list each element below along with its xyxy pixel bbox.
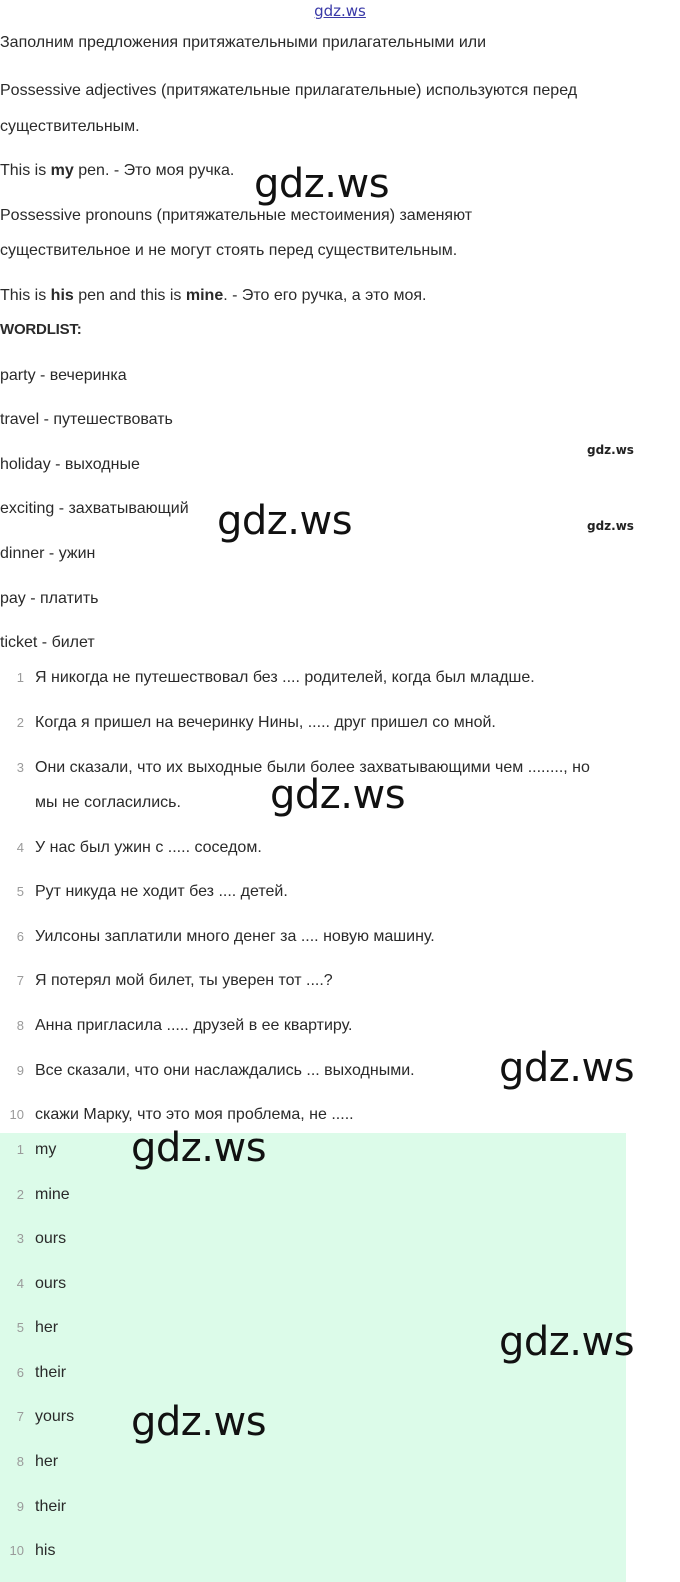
task-number: 9 — [16, 1063, 24, 1078]
task-text: Я потерял мой билет, ты уверен тот ....? — [35, 972, 333, 989]
task-text: Когда я пришел на вечеринку Нины, ..... друг пришел со мной. — [35, 714, 496, 731]
answer-text: her — [35, 1453, 59, 1470]
task-number: 2 — [16, 715, 24, 730]
wordlist-item: exciting - захватывающий — [0, 500, 189, 517]
task-number: 7 — [16, 973, 24, 988]
wordlist-item: holiday - выходные — [0, 456, 140, 473]
answer-text: his — [35, 1542, 56, 1559]
task-text: Рут никуда не ходит без .... детей. — [35, 883, 288, 900]
answer-text: yours — [35, 1408, 75, 1425]
answer-number: 10 — [9, 1543, 24, 1558]
answer-number: 2 — [16, 1187, 24, 1202]
watermark: gdz.ws — [270, 772, 406, 818]
wordlist-item: ticket - билет — [0, 634, 95, 651]
wordlist-item: dinner - ужин — [0, 545, 96, 562]
task-text: скажи Марку, что это моя проблема, не ..... — [35, 1106, 354, 1123]
answer-number: 3 — [16, 1231, 24, 1246]
pronouns-rule-line1: Possessive pronouns (притяжательные местоимения) заменяют — [0, 207, 473, 224]
task-number: 1 — [16, 670, 24, 685]
adjectives-rule-line2: существительным. — [0, 118, 140, 135]
task-intro: Заполним предложения притяжательными прилагательными или — [0, 34, 487, 51]
task-number: 4 — [16, 840, 24, 855]
example-pronoun — [0, 286, 426, 306]
watermark: gdz.ws — [499, 1045, 635, 1091]
answer-text: mine — [35, 1186, 70, 1203]
example-text: This is — [0, 162, 51, 179]
example-adjective — [0, 161, 234, 181]
task-text: мы не согласились. — [35, 794, 181, 811]
answer-text: their — [35, 1364, 67, 1381]
watermark-small: gdz.ws — [587, 519, 634, 533]
wordlist-item: travel - путешествовать — [0, 411, 173, 428]
pronouns-rule-line2: существительное и не могут стоять перед существительным. — [0, 242, 458, 259]
watermark-small: gdz.ws — [587, 443, 634, 457]
task-number: 8 — [16, 1018, 24, 1033]
task-text: Анна пригласила ..... друзей в ее квартиру. — [35, 1017, 353, 1034]
wordlist-item: pay - платить — [0, 590, 99, 607]
answer-number: 1 — [16, 1142, 24, 1157]
example-text: . - Это его ручка, а это моя. — [223, 287, 427, 304]
example-text: pen and this is — [73, 287, 186, 304]
watermark: gdz.ws — [499, 1319, 635, 1365]
answer-text: their — [35, 1498, 67, 1515]
example-text: This is — [0, 287, 51, 304]
answer-number: 6 — [16, 1365, 24, 1380]
answer-number: 7 — [16, 1409, 24, 1424]
task-text: Я никогда не путешествовал без .... родителей, когда был младше. — [35, 669, 535, 686]
watermark: gdz.ws — [217, 498, 353, 544]
task-number: 3 — [16, 760, 24, 775]
answer-number: 8 — [16, 1454, 24, 1469]
watermark: gdz.ws — [131, 1125, 267, 1171]
task-number: 10 — [9, 1107, 24, 1122]
answer-text: my — [35, 1141, 57, 1158]
example-bold-word: mine — [185, 287, 224, 304]
example-bold-word: my — [50, 162, 74, 179]
task-text: Они сказали, что их выходные были более захватывающими чем ........, но — [35, 759, 590, 776]
task-text: Все сказали, что они наслаждались ... выходными. — [35, 1062, 415, 1079]
wordlist-title: WORDLIST: — [0, 321, 82, 338]
answer-number: 5 — [16, 1320, 24, 1335]
example-bold-word: his — [50, 287, 74, 304]
task-number: 6 — [16, 929, 24, 944]
task-text: У нас был ужин с ..... соседом. — [35, 839, 262, 856]
task-text: Уилсоны заплатили много денег за .... новую машину. — [35, 928, 435, 945]
answer-number: 9 — [16, 1499, 24, 1514]
wordlist-item: party - вечеринка — [0, 367, 127, 384]
adjectives-rule-line1: Possessive adjectives (притяжательные прилагательные) используются перед — [0, 82, 578, 99]
answer-text: her — [35, 1319, 59, 1336]
site-link[interactable]: gdz.ws — [314, 2, 366, 20]
example-text: pen. - Это моя ручка. — [73, 162, 235, 179]
task-number: 5 — [16, 884, 24, 899]
answer-number: 4 — [16, 1276, 24, 1291]
answer-text: ours — [35, 1275, 67, 1292]
watermark: gdz.ws — [131, 1399, 267, 1445]
watermark: gdz.ws — [254, 161, 390, 207]
answer-text: ours — [35, 1230, 67, 1247]
